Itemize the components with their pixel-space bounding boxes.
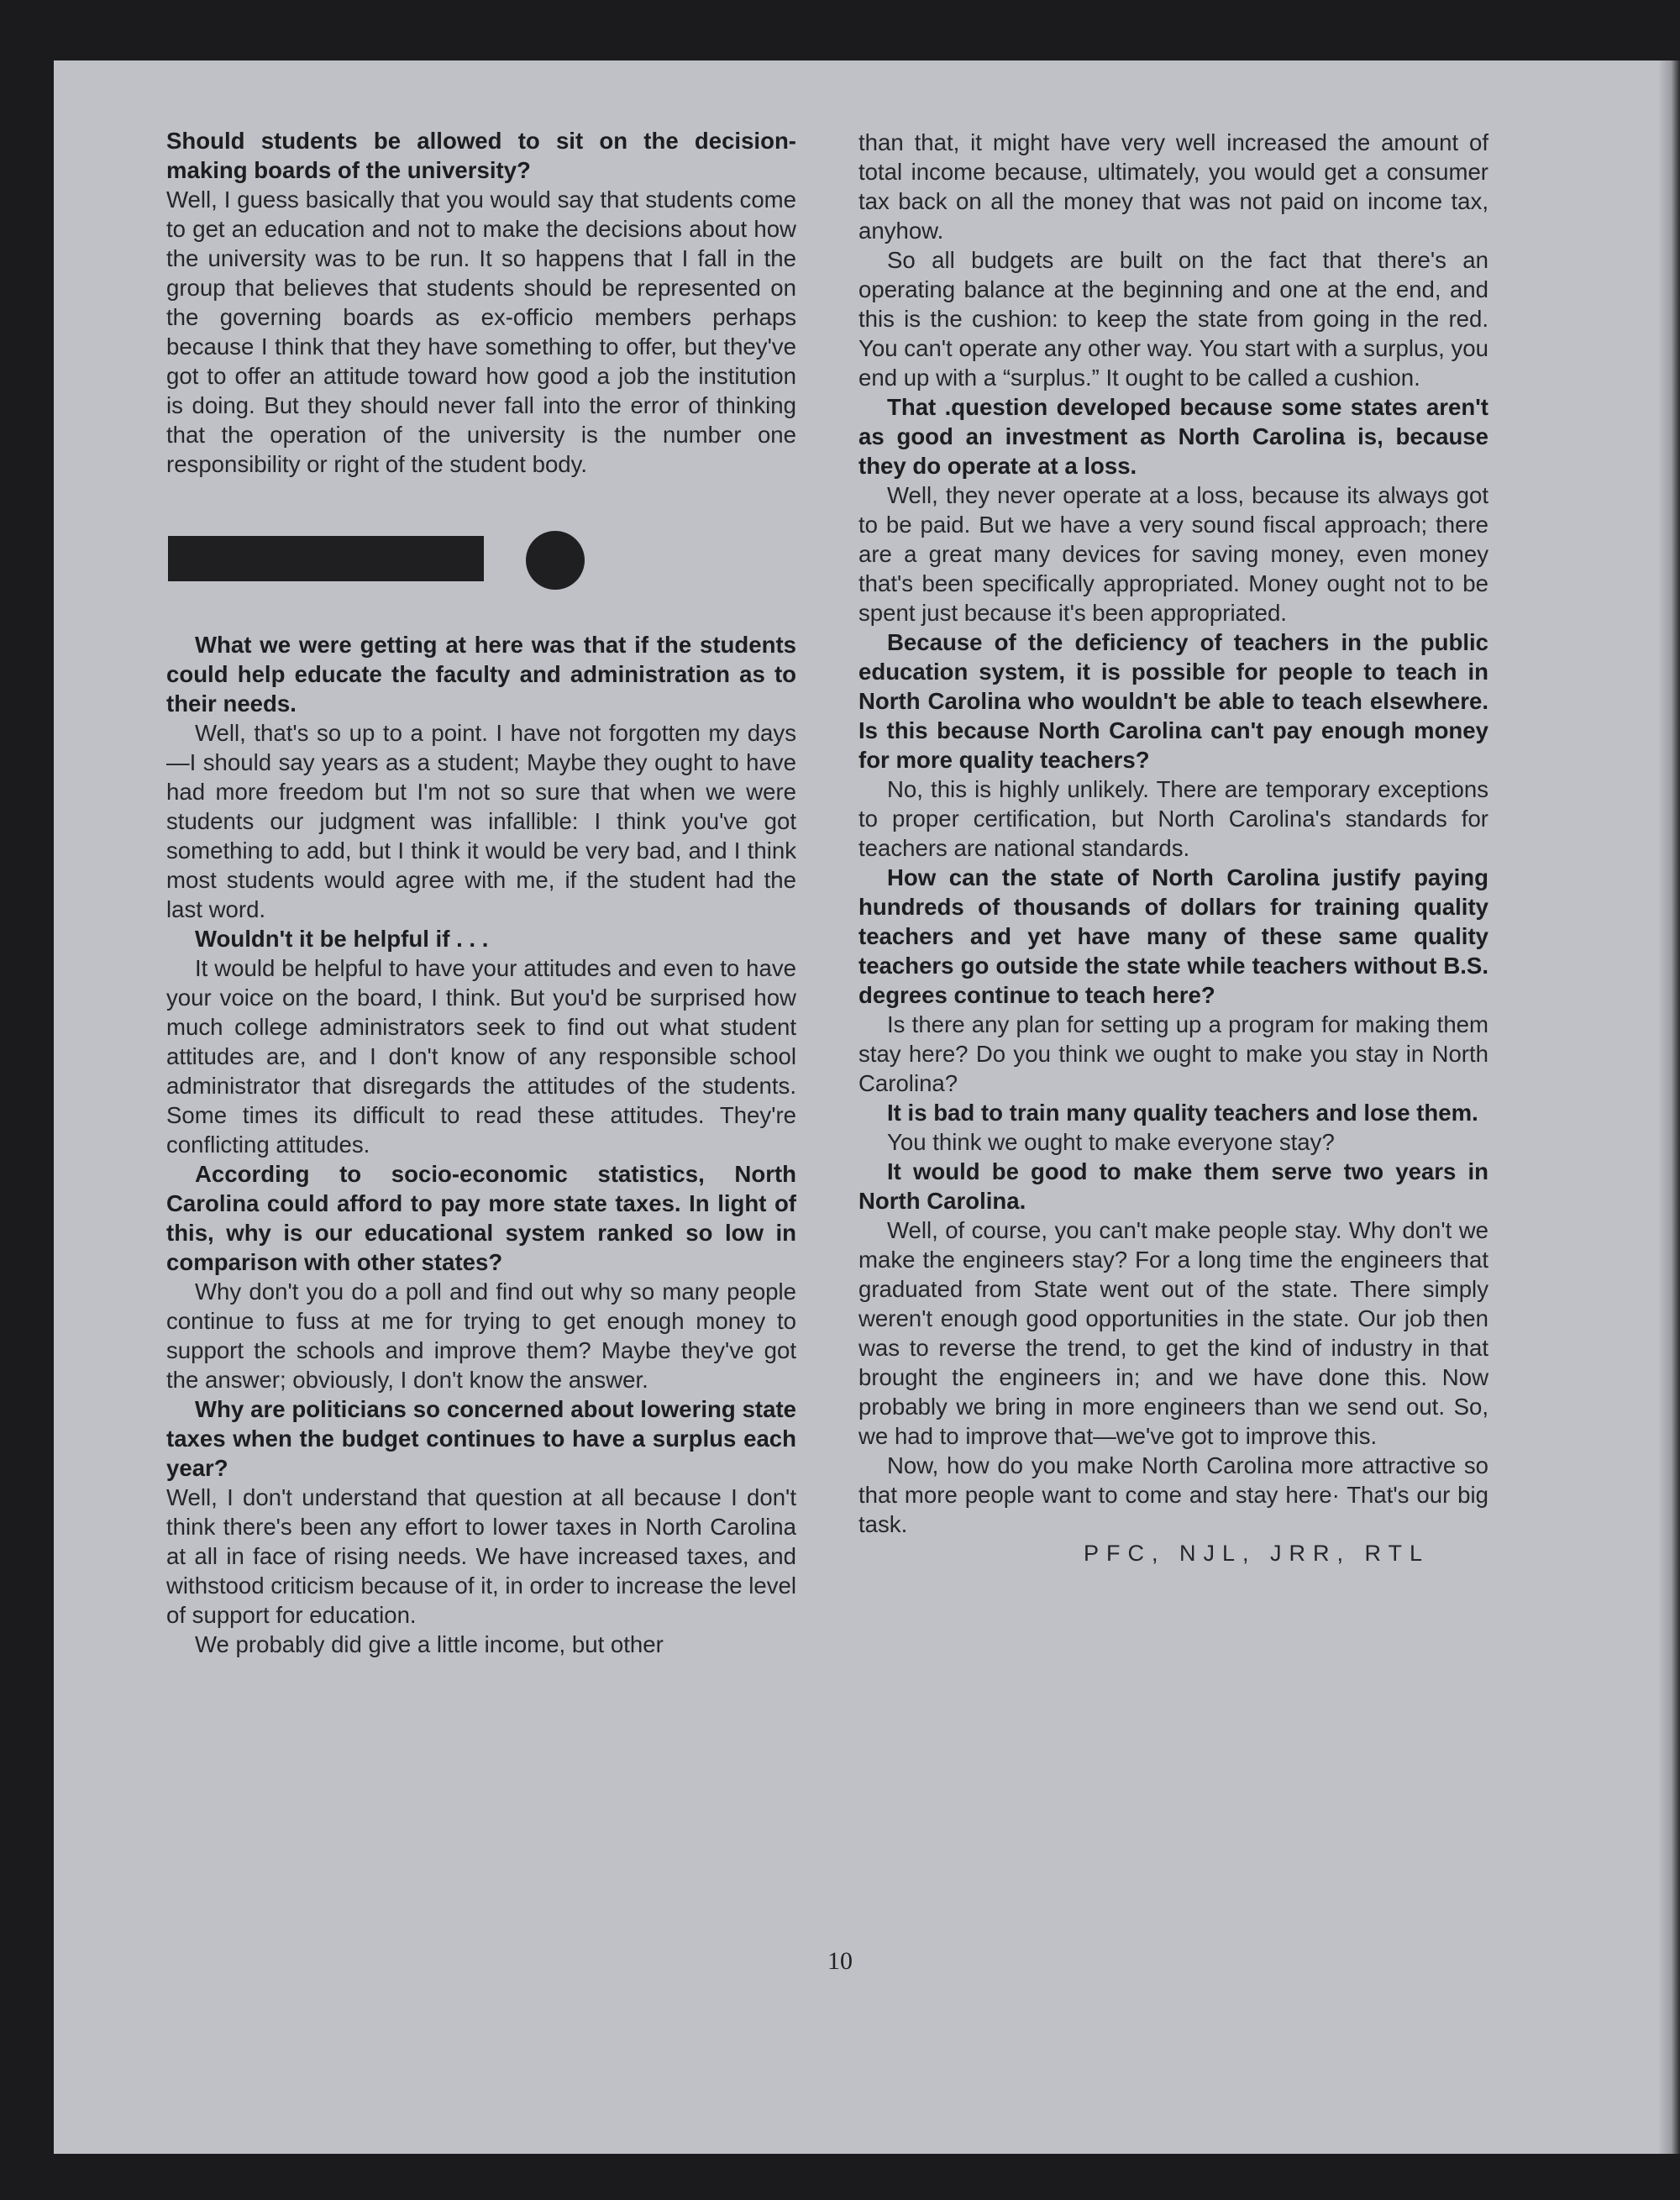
interview-question: It would be good to make them serve two years in North Carolina. (858, 1158, 1488, 1214)
interview-question: According to socio-economic statistics, North Carolina could afford to pay more state taxes. In light of this, why is our educational system ranked so low in comparison with other states? (166, 1161, 796, 1275)
right-column (858, 128, 1488, 1568)
author-initials: PFC, NJL, JRR, RTL (1083, 1541, 1430, 1566)
interview-question: What we were getting at here was that if the students could help educate the faculty and administration as to their needs. (166, 632, 796, 717)
page-binding-edge (1658, 60, 1680, 2154)
left-column-bottom-text (166, 630, 796, 1659)
divider-bar (168, 536, 484, 581)
interview-answer: Well, I don't understand that question at all because I don't think there's been any effort to lower taxes in North Carolina at all in face of rising needs. We have increased taxes, and withstood criticism because of it, in order to increase the level of support for education. (166, 1484, 796, 1628)
interview-answer: Well, they never operate at a loss, because its always got to be paid. But we have a very sound fiscal approach; there are a great many devices for saving money, even money that's been specifically appropriated. Money ought not to be spent just because it's been appropriated. (858, 482, 1488, 626)
interview-answer: We probably did give a little income, but other (195, 1631, 664, 1657)
interview-answer: You think we ought to make everyone stay? (887, 1129, 1335, 1155)
page-number: 10 (827, 1947, 853, 1975)
divider-dot (526, 531, 585, 590)
interview-answer: Why don't you do a poll and find out why so many people continue to fuss at me for trying to get enough money to support the schools and improve them? Maybe they've got the answer; obviously, I don't know the answer. (166, 1279, 796, 1393)
interview-answer: Well, that's so up to a point. I have not forgotten my days—I should say years as a student; Maybe they ought to have had more freedom but I'm not so sure that when we were students our judgment was infallible: I think you've got something to add, but I think it would be very bad, and I think most students would agree with me, if the student had the last word. (166, 720, 796, 922)
interview-answer: So all budgets are built on the fact that there's an operating balance at the beginning and one at the end, and this is the cushion: to keep the state from going in the red. You can't operate any other way. You start with a surplus, you end up with a “surplus.” It ought to be called a cushion. (858, 247, 1488, 391)
left-column-top-text (166, 126, 796, 479)
left-column (166, 126, 796, 1659)
interview-answer: No, this is highly unlikely. There are temporary exceptions to proper certification, but North Carolina's standards for teachers are national standards. (858, 776, 1488, 861)
interview-answer: It would be helpful to have your attitudes and even to have your voice on the board, I think. But you'd be surprised how much college administrators seek to find out what student attitudes are, and I don't know of any responsible school administrator that disregards the attitudes of the students. Some times its difficult to read these attitudes. They're conflicting attitudes. (166, 955, 796, 1158)
interview-answer: Well, of course, you can't make people stay. Why don't we make the engineers stay? For a long time the engineers that graduated from State went out of the state. There simply weren't enough good opportunities in the state. Our job then was to reverse the trend, to get the kind of industry in that brought the engineers in; and we have done this. Now probably we bring in more engineers than we send out. So, we had to improve that—we've got to improve this. (858, 1217, 1488, 1449)
interview-answer: Is there any plan for setting up a program for making them stay here? Do you think we ought to make you stay in North Carolina? (858, 1011, 1488, 1096)
interview-answer: Now, how do you make North Carolina more attractive so that more people want to come and stay here· That's our big task. (858, 1452, 1488, 1537)
interview-question: Because of the deficiency of teachers in the public education system, it is possible for people to teach in North Carolina who wouldn't be able to teach elsewhere. Is this because North Carolina can't pay enough money for more quality teachers? (858, 629, 1488, 773)
interview-question: Should students be allowed to sit on the decision-making boards of the university? (166, 128, 796, 183)
section-divider (166, 506, 796, 606)
interview-answer: than that, it might have very well increased the amount of total income because, ultimately, you would get a consumer tax back on all the money that was not paid on income tax, anyhow. (858, 129, 1488, 244)
interview-question: Why are politicians so concerned about lowering state taxes when the budget continues to have a surplus each year? (166, 1396, 796, 1481)
interview-question: It is bad to train many quality teachers and lose them. (887, 1100, 1478, 1126)
interview-question: That .question developed because some states aren't as good an investment as North Carolina is, because they do operate at a loss. (858, 394, 1488, 479)
right-column-text (858, 128, 1488, 1539)
interview-question: Wouldn't it be helpful if . . . (195, 926, 489, 952)
interview-question: How can the state of North Carolina justify paying hundreds of thousands of dollars for training quality teachers and yet have many of these same quality teachers go outside the state while teachers without B.S. degrees continue to teach here? (858, 864, 1488, 1008)
interview-answer: Well, I guess basically that you would say that students come to get an education and not to make the decisions about how the university was to be run. It so happens that I fall in the group that believes that students should be represented on the governing boards as ex-officio members perhaps because I think that they have something to offer, but they've got to offer an attitude toward how good a job the institution is doing. But they should never fall into the error of thinking that the operation of the university is the number one responsibility or right of the student body. (166, 186, 796, 477)
